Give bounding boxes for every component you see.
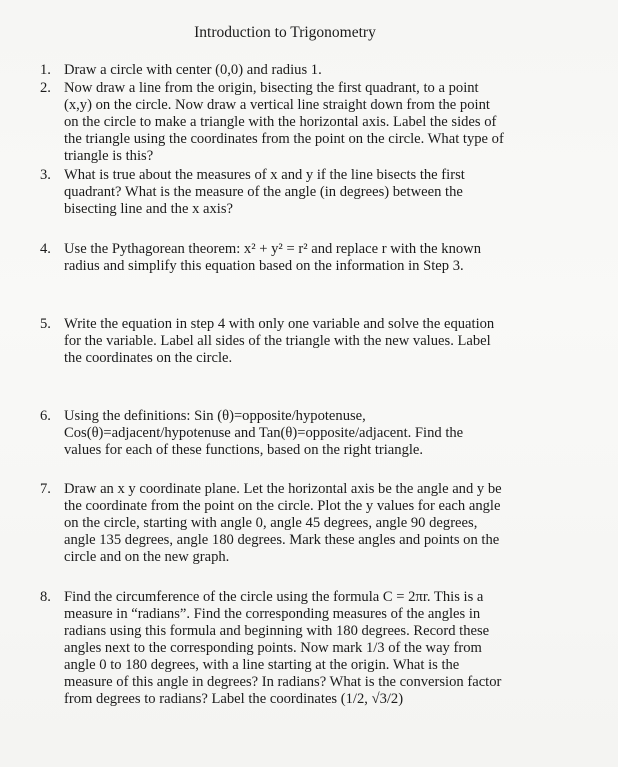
item-line: What is true about the measures of x and y if the line bisects the first (64, 167, 465, 183)
item-line: for the variable. Label all sides of the triangle with the new values. Label (64, 333, 491, 349)
item-text (64, 62, 560, 79)
list-item-6 (40, 408, 560, 459)
item-line: triangle is this? (64, 148, 154, 164)
list-item-1 (40, 62, 560, 79)
item-line: from degrees to radians? Label the coordinates (1/2, √3/2) (64, 691, 404, 707)
item-line: angles next to the corresponding points. Now mark 1/3 of the way from (64, 640, 482, 656)
item-line: Find the circumference of the circle using the formula C = 2πr. This is a (64, 589, 484, 605)
item-line: circle and on the new graph. (64, 549, 230, 565)
item-line: measure in “radians”. Find the corresponding measures of the angles in (64, 606, 481, 622)
item-line: Use the Pythagorean theorem: x² + y² = r² and replace r with the known (64, 241, 482, 257)
item-line: the coordinates on the circle. (64, 350, 233, 366)
list-item-2 (40, 80, 560, 165)
list-item-8 (40, 589, 560, 708)
item-text (64, 481, 560, 566)
item-line: Now draw a line from the origin, bisecting the first quadrant, to a point (64, 80, 479, 96)
item-text (64, 167, 560, 218)
item-line: measure of this angle in degrees? In radians? What is the conversion factor (64, 674, 502, 690)
list-item-4 (40, 241, 560, 275)
list-item-7 (40, 481, 560, 566)
item-line: angle 0 to 180 degrees, with a line starting at the origin. What is the (64, 657, 460, 673)
item-text (64, 316, 560, 367)
item-text (64, 408, 560, 459)
item-number: 7. (40, 481, 51, 497)
item-text (64, 80, 560, 165)
item-line: Draw an x y coordinate plane. Let the horizontal axis be the angle and y be (64, 481, 502, 497)
item-line: (x,y) on the circle. Now draw a vertical line straight down from the point (64, 97, 490, 113)
item-line: Using the definitions: Sin (θ)=opposite/hypotenuse, (64, 408, 366, 424)
item-text (64, 589, 560, 708)
item-number: 6. (40, 408, 51, 424)
item-number: 4. (40, 241, 51, 257)
item-line: on the circle, starting with angle 0, angle 45 degrees, angle 90 degrees, (64, 515, 478, 531)
item-line: the coordinate from the point on the circle. Plot the y values for each angle (64, 498, 501, 514)
item-text (64, 241, 560, 275)
item-line: radians using this formula and beginning with 180 degrees. Record these (64, 623, 490, 639)
item-number: 3. (40, 167, 51, 183)
page-title: Introduction to Trigonometry (194, 24, 376, 41)
item-line: bisecting line and the x axis? (64, 201, 233, 217)
list-item-3 (40, 167, 560, 218)
item-line: Draw a circle with center (0,0) and radius 1. (64, 62, 322, 78)
item-number: 1. (40, 62, 51, 78)
item-number: 5. (40, 316, 51, 332)
item-number: 2. (40, 80, 51, 96)
item-line: Write the equation in step 4 with only one variable and solve the equation (64, 316, 495, 332)
item-line: on the circle to make a triangle with the horizontal axis. Label the sides of (64, 114, 497, 130)
item-line: values for each of these functions, based on the right triangle. (64, 442, 424, 458)
list-item-5 (40, 316, 560, 367)
item-line: the triangle using the coordinates from the point on the circle. What type of (64, 131, 504, 147)
item-line: quadrant? What is the measure of the angle (in degrees) between the (64, 184, 463, 200)
item-line: Cos(θ)=adjacent/hypotenuse and Tan(θ)=opposite/adjacent. Find the (64, 425, 464, 441)
item-number: 8. (40, 589, 51, 605)
item-line: angle 135 degrees, angle 180 degrees. Mark these angles and points on the (64, 532, 500, 548)
item-line: radius and simplify this equation based on the information in Step 3. (64, 258, 464, 274)
